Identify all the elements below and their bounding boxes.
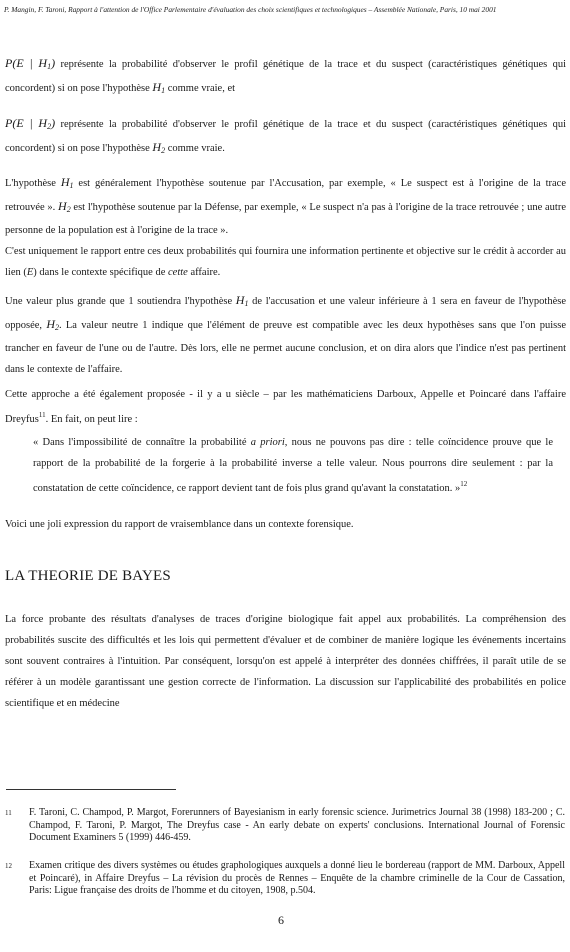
symbol-h2: $H_2$ bbox=[46, 317, 59, 332]
paragraph-ratio: C'est uniquement le rapport entre ces deux probabilités qui fournira une information pertinente et objective sur le crédit à accorder au lien (E) dans le contexte spécifique de cette affaire. bbox=[5, 246, 566, 278]
paragraph-h1-definition: P(E | $H_1$) représente la probabilité d'observer le profil génétique de la trace et du suspect (caractéristiques génétiques qui concordent) si on pose l'hypothèse $H_1$ comme vraie, et bbox=[5, 56, 567, 95]
paragraph-bayes-intro: La force probante des résultats d'analyses de traces d'origine biologique fait appel aux probabilités. La compréhension des probabilités suscite des difficultés et les lois qui permettent d'évaluer et de combiner de manière logique les événements incertains sont souvent contraires à l'intuition. Par conséquent, lorsqu'on est appelé à interpréter des données chiffrées, il paraît utile de se référer à un modèle garantissant une gestion correcte de l'information. La discussion sur l'applicabilité des probabilités en police scientifique et en médecine bbox=[5, 614, 566, 709]
footnote-number: 11 bbox=[5, 809, 12, 817]
symbol-h1: $H_1$ bbox=[152, 80, 166, 95]
paragraph-conclusion: Voici une joli expression du rapport de vraisemblance dans un contexte forensique. bbox=[5, 519, 354, 530]
footnote-ref-12: 12 bbox=[460, 480, 468, 488]
symbol-h1: $H_1$ bbox=[235, 293, 249, 308]
page-number: 6 bbox=[278, 913, 284, 927]
symbol-h2: $H_2$ bbox=[152, 140, 166, 155]
paragraph-value-interpretation: Une valeur plus grande que 1 soutiendra l'hypothèse $H_1$ de l'accusation et une valeur inférieure à 1 sera en faveur de l'hypothèse opposée, $H_2$. La valeur neutre 1 indique que l'élément de preuve est compatible avec les deux hypothèses sans que l'on puisse trancher en faveur de l'une ou de l'autre. Dès lors, elle ne permet aucune conclusion, et on dira alors que l'indice n'est pas pertinent dans le contexte de l'affaire. bbox=[5, 293, 566, 375]
symbol-h2: $H_2$ bbox=[58, 199, 71, 214]
section-heading: LA THEORIE DE BAYES bbox=[5, 568, 171, 584]
footnote-divider bbox=[6, 789, 176, 790]
footnote-ref-11: 11 bbox=[38, 411, 46, 419]
footnote-text: F. Taroni, C. Champod, P. Margot, Forerunners of Bayesianism in early forensic science. Jurimetrics Journal 38 (1998) 183-200 ; C. Champod, F. Taroni, P. Margot, The Dreyfus case - An early debate on experts' conclusions. International Journal of Forensic Document Examiners 5 (1999) 446-459. bbox=[29, 807, 565, 843]
paragraph-dreyfus: Cette approche a été également proposée - il y a u siècle – par les mathématiciens Darboux, Appelle et Poincaré dans l'affaire Dreyfus$^{11}$. En fait, on peut lire : bbox=[5, 389, 566, 425]
formula-p-e-h2: P(E | $H_2$) bbox=[5, 116, 56, 131]
formula-p-e-h1: P(E | $H_1$) bbox=[5, 56, 56, 71]
symbol-h1: $H_1$ bbox=[60, 175, 74, 190]
footnote-number: 12 bbox=[5, 862, 12, 870]
paragraph-h2-definition: P(E | $H_2$) représente la probabilité d'observer le profil génétique de la trace et du suspect (caractéristiques génétiques qui concordent) si on pose l'hypothèse $H_2$ comme vraie. bbox=[5, 116, 567, 155]
block-quote: « Dans l'impossibilité de connaître la probabilité a priori, nous ne pouvons pas dire : telle coïncidence prouve que le rapport de la probabilité de la forgerie à la probabilité inverse a telle valeur. Nous pourrons dire seulement : par la constatation de cette coïncidence, ce rapport devient tant de fois plus grand qu'avant la constatation. »$^{12}$ bbox=[33, 437, 553, 494]
footnote-text: Examen critique des divers systèmes ou études graphologiques auxquels a donné lieu le bordereau (rapport de MM. Darboux, Appell et Poincaré), in Affaire Dreyfus – La révision du procès de Rennes – Enquête de la chambre criminelle de la Cour de Cassation, Paris: Ligue française des droits de l'homme et du citoyen, 1908, p.504. bbox=[29, 860, 565, 896]
paragraph-hypotheses: L'hypothèse $H_1$ est généralement l'hypothèse soutenue par l'Accusation, par exemple, « Le suspect est à l'origine de la trace retrouvée ». $H_2$ est l'hypothèse soutenue par la Défense, par exemple, « Le suspect n'a pas à l'origine de la trace retrouvée ; une autre personne de la population est à l'origine de la trace ». bbox=[5, 175, 566, 236]
running-header: P. Mangin, F. Taroni, Rapport à l'attention de l'Office Parlementaire d'évaluation des choix scientifiques et technologiques – Assemblée Nationale, Paris, 10 mai 2001 bbox=[4, 5, 497, 14]
